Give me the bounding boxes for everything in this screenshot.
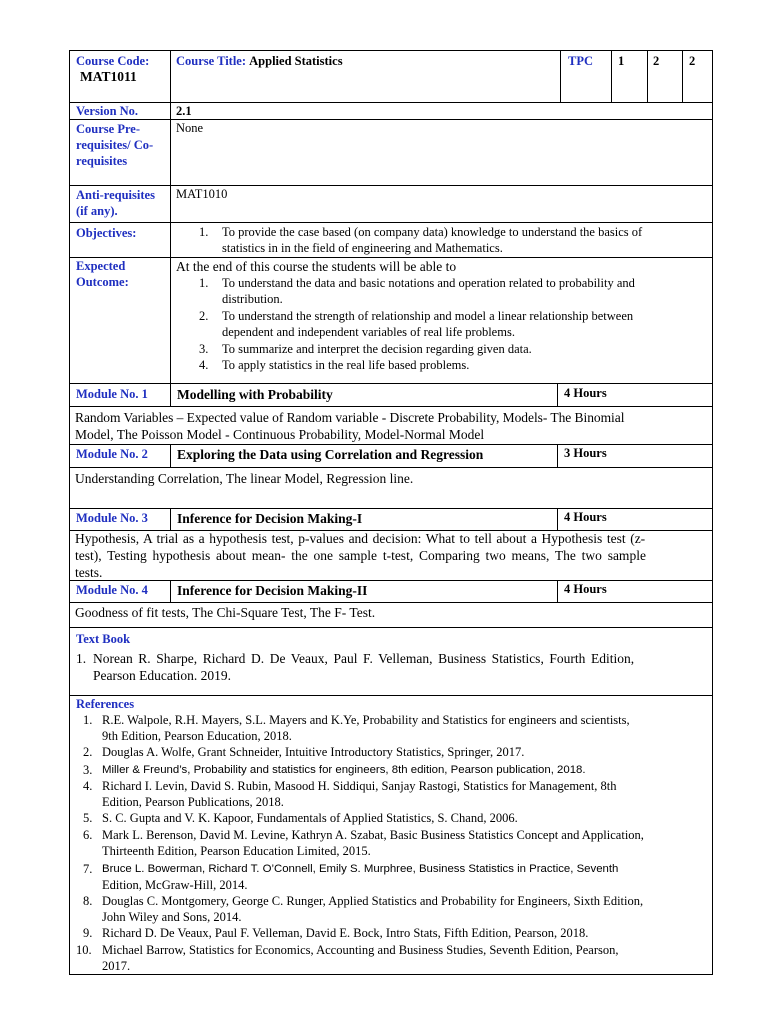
outcome-line: dependent and independent variables of real life problems. — [222, 325, 515, 339]
module-1-hours: 4 Hours — [564, 386, 607, 400]
course-code: MAT1011 — [80, 69, 137, 84]
outcome-number: 2. — [199, 309, 209, 323]
col-divider — [557, 508, 558, 530]
module-2-title: Exploring the Data using Correlation and Regression — [177, 447, 484, 462]
col-divider — [611, 50, 612, 102]
outcome-intro: At the end of this course the students will be able to — [176, 259, 457, 274]
objectives-label: Objectives: — [76, 226, 137, 240]
module-2-hours: 3 Hours — [564, 446, 607, 460]
row-divider — [69, 508, 713, 509]
prerequisites-label-line-3: requisites — [76, 154, 128, 168]
row-divider — [69, 627, 713, 628]
col-divider — [170, 508, 171, 530]
antirequisites-label-line-2: (if any). — [76, 204, 118, 218]
reference-number: 5. — [83, 811, 93, 825]
row-divider — [69, 580, 713, 581]
outcome-line: distribution. — [222, 292, 283, 306]
row-divider — [69, 467, 713, 468]
row-divider — [69, 444, 713, 445]
course-title-value: Applied Statistics — [249, 54, 343, 68]
module-3-title: Inference for Decision Making-I — [177, 511, 363, 526]
col-divider — [170, 580, 171, 602]
tpc-value-c: 2 — [689, 54, 696, 68]
reference-number: 7. — [83, 862, 93, 876]
reference-line: Edition, McGraw-Hill, 2014. — [102, 878, 248, 892]
row-divider — [69, 695, 713, 696]
tpc-label: TPC — [568, 54, 593, 68]
reference-line: Edition, Pearson Publications, 2018. — [102, 795, 284, 809]
col-divider — [170, 444, 171, 467]
reference-number: 9. — [83, 926, 93, 940]
reference-line: Richard I. Levin, David S. Rubin, Masood H. Siddiqui, Sanjay Rastogi, Statistics for Management, 8th — [102, 779, 617, 793]
module-4-label: Module No. 4 — [76, 583, 148, 597]
reference-number: 10. — [76, 943, 92, 957]
course-title-label: Course Title: — [176, 54, 247, 68]
row-divider — [69, 222, 713, 223]
col-divider — [170, 383, 171, 406]
col-divider — [682, 50, 683, 102]
module-1-label: Module No. 1 — [76, 387, 148, 401]
reference-line: Bruce L. Bowerman, Richard T. O’Connell, Emily S. Murphree, Business Statistics in Practice, Seventh — [102, 863, 619, 875]
reference-number: 3. — [83, 763, 93, 777]
module-3-content-line: test), Testing hypothesis about mean- the one sample t-test, Comparing two means, The two sample — [75, 548, 646, 563]
textbook-number: 1. — [76, 651, 87, 666]
prerequisites-label-line-1: Course Pre- — [76, 122, 140, 136]
row-divider — [69, 383, 713, 384]
module-2-content-line: Understanding Correlation, The linear Model, Regression line. — [75, 471, 414, 486]
tpc-value-t: 1 — [618, 54, 625, 68]
reference-line: Miller & Freund’s, Probability and statistics for engineers, 8th edition, Pearson publication, 2018. — [102, 764, 586, 776]
outcome-line: To summarize and interpret the decision regarding given data. — [222, 342, 532, 356]
outcome-line: To apply statistics in the real life based problems. — [222, 358, 470, 372]
module-4-content-line: Goodness of fit tests, The Chi-Square Test, The F- Test. — [75, 605, 376, 620]
antirequisites-value: MAT1010 — [176, 187, 228, 201]
row-divider — [69, 406, 713, 407]
outcome-label-line-1: Expected — [76, 259, 126, 273]
row-divider — [69, 257, 713, 258]
col-divider — [557, 444, 558, 467]
module-1-content-line: Model, The Poisson Model - Continuous Probability, Model-Normal Model — [75, 427, 485, 442]
module-1-content-line: Random Variables – Expected value of Random variable - Discrete Probability, Models- The Binomial — [75, 410, 625, 425]
col-divider — [560, 50, 561, 102]
objective-number: 1. — [199, 225, 209, 239]
reference-line: Thirteenth Edition, Pearson Education Limited, 2015. — [102, 844, 371, 858]
module-2-label: Module No. 2 — [76, 447, 148, 461]
reference-line: Michael Barrow, Statistics for Economics, Accounting and Business Studies, Seventh Edition, Pearson, — [102, 943, 619, 957]
textbook-line: Pearson Education. 2019. — [93, 668, 231, 683]
module-1-title: Modelling with Probability — [177, 387, 333, 402]
outcome-number: 4. — [199, 358, 209, 372]
reference-line: Douglas A. Wolfe, Grant Schneider, Intuitive Introductory Statistics, Springer, 2017. — [102, 745, 525, 759]
row-divider — [69, 102, 713, 103]
reference-line: 2017. — [102, 959, 131, 973]
module-4-hours: 4 Hours — [564, 582, 607, 596]
textbook-label: Text Book — [76, 632, 131, 646]
row-divider — [69, 602, 713, 603]
reference-line: Richard D. De Veaux, Paul F. Velleman, David E. Bock, Intro Stats, Fifth Edition, Pearson, 2018. — [102, 926, 589, 940]
col-divider — [557, 383, 558, 406]
reference-number: 2. — [83, 745, 93, 759]
outcome-label-line-2: Outcome: — [76, 275, 129, 289]
module-4-title: Inference for Decision Making-II — [177, 583, 368, 598]
row-divider — [69, 185, 713, 186]
reference-line: R.E. Walpole, R.H. Mayers, S.L. Mayers and K.Ye, Probability and Statistics for engineers and scientists, — [102, 713, 630, 727]
reference-line: S. C. Gupta and V. K. Kapoor, Fundamentals of Applied Statistics, S. Chand, 2006. — [102, 811, 518, 825]
outcome-number: 1. — [199, 276, 209, 290]
module-3-hours: 4 Hours — [564, 510, 607, 524]
reference-number: 1. — [83, 713, 93, 727]
outcome-line: To understand the strength of relationship and model a linear relationship between — [222, 309, 634, 323]
textbook-line: Norean R. Sharpe, Richard D. De Veaux, Paul F. Velleman, Business Statistics, Fourth Edition, — [93, 651, 635, 666]
row-divider — [69, 119, 713, 120]
reference-line: 9th Edition, Pearson Education, 2018. — [102, 729, 292, 743]
module-3-label: Module No. 3 — [76, 511, 148, 525]
reference-number: 8. — [83, 894, 93, 908]
reference-line: Mark L. Berenson, David M. Levine, Kathryn A. Szabat, Basic Business Statistics Concept and Application, — [102, 828, 644, 842]
tpc-value-p: 2 — [653, 54, 660, 68]
col-divider — [557, 580, 558, 602]
prerequisites-value: None — [176, 121, 204, 135]
objective-line: To provide the case based (on company data) knowledge to understand the basics of — [222, 225, 643, 239]
outcome-number: 3. — [199, 342, 209, 356]
course-title — [176, 54, 343, 69]
module-3-content-line: tests. — [75, 565, 103, 580]
reference-number: 6. — [83, 828, 93, 842]
reference-line: Douglas C. Montgomery, George C. Runger, Applied Statistics and Probability for Engineers, Sixth Edition, — [102, 894, 644, 908]
module-3-content-line: Hypothesis, A trial as a hypothesis test, p-values and decision: What to tell about a Hypothesis test (z- — [75, 531, 646, 546]
reference-number: 4. — [83, 779, 93, 793]
course-code-label: Course Code: — [76, 54, 150, 68]
version-label: Version No. — [76, 104, 139, 118]
col-divider — [647, 50, 648, 102]
antirequisites-label-line-1: Anti-requisites — [76, 188, 155, 202]
version-value: 2.1 — [176, 104, 192, 118]
reference-line: John Wiley and Sons, 2014. — [102, 910, 242, 924]
prerequisites-label-line-2: requisites/ Co- — [76, 138, 154, 152]
outcome-line: To understand the data and basic notations and operation related to probability and — [222, 276, 635, 290]
objective-line: statistics in in the field of engineering and Mathematics. — [222, 241, 503, 255]
col-divider — [170, 50, 171, 383]
references-label: References — [76, 697, 135, 711]
